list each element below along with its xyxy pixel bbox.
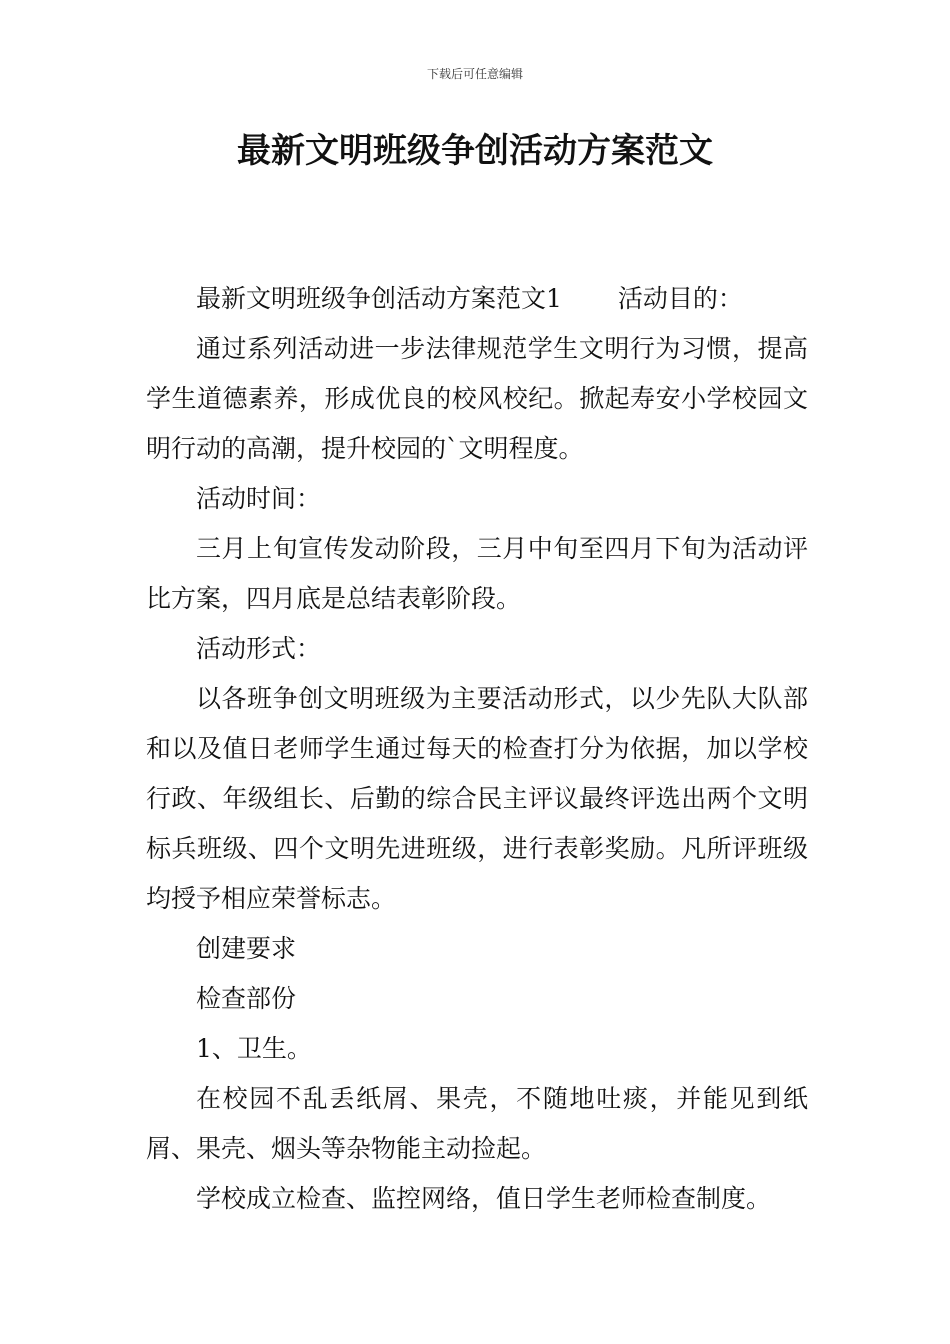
paragraph-time: 三月上旬宣传发动阶段，三月中旬至四月下旬为活动评比方案，四月底是总结表彰阶段。 [146, 534, 808, 613]
document-body [146, 274, 808, 1224]
paragraph-form: 以各班争创文明班级为主要活动形式，以少先队大队部和以及值日老师学生通过每天的检查打分为依据，加以学校行政、年级组长、后勤的综合民主评议最终评选出两个文明标兵班级、四个文明先进班级，进行表彰奖励。凡所评班级均授予相应荣誉标志。 [146, 684, 808, 913]
paragraph-hygiene: 在校园不乱丢纸屑、果壳，不随地吐痰，并能见到纸屑、果壳、烟头等杂物能主动捡起。 [146, 1084, 808, 1163]
paragraph-inspection-heading: 检查部份 [196, 984, 297, 1013]
paragraph-requirements-heading: 创建要求 [196, 934, 297, 963]
paragraph-hygiene-heading: 1、卫生。 [196, 1034, 312, 1063]
section-heading-label: 最新文明班级争创活动方案范文1 [196, 284, 562, 313]
paragraph-intro [146, 274, 808, 324]
document-title: 最新文明班级争创活动方案范文 [237, 131, 713, 171]
paragraph-purpose: 通过系列活动进一步法律规范学生文明行为习惯，提高学生道德素养，形成优良的校风校纪。掀起寿安小学校园文明行动的高潮，提升校园的`文明程度。 [146, 334, 808, 463]
paragraph-form-heading: 活动形式： [196, 634, 322, 663]
purpose-label: 活动目的： [617, 284, 743, 313]
header-note: 下载后可任意编辑 [426, 67, 523, 81]
paragraph-monitoring: 学校成立检查、监控网络，值日学生老师检查制度。 [196, 1184, 772, 1213]
paragraph-time-heading: 活动时间： [196, 484, 322, 513]
